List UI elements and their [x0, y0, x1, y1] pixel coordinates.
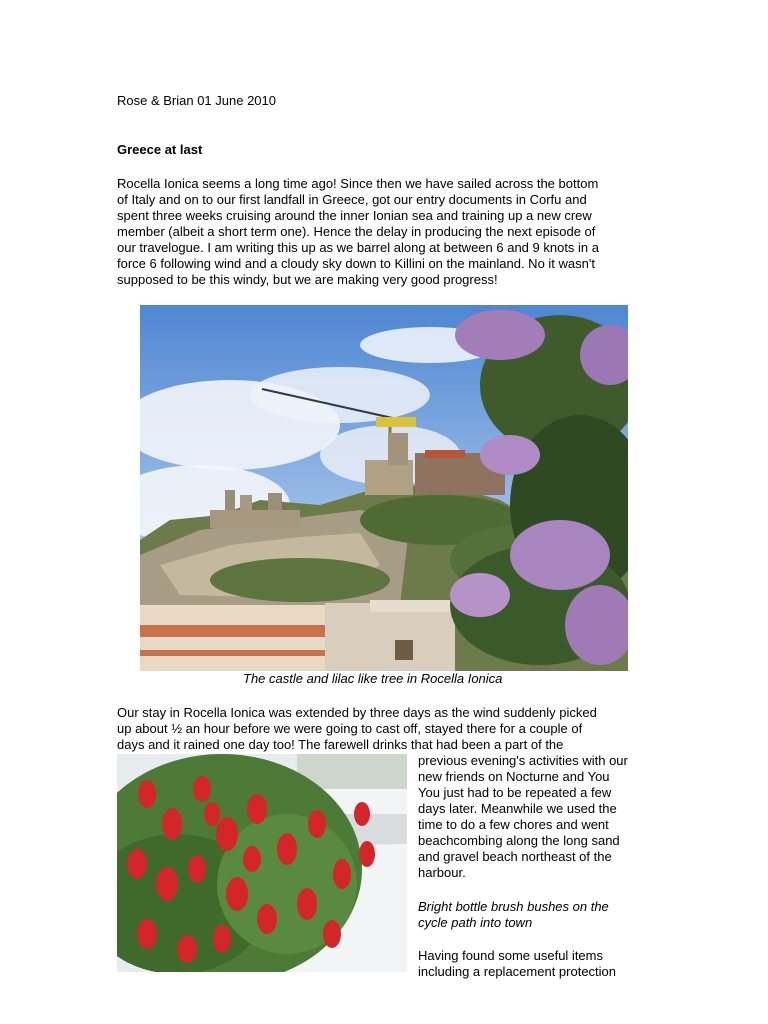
- text-line: of Italy and on to our first landfall in Greece, got our entry documents in Corfu and: [117, 192, 587, 207]
- photo-caption: The castle and lilac like tree in Rocella Ionica: [243, 671, 503, 686]
- text-line: beachcombing along the long sand: [418, 833, 620, 848]
- text-line: Having found some useful items: [418, 948, 603, 963]
- text-line: Our stay in Rocella Ionica was extended by three days as the wind suddenly picked: [117, 705, 597, 720]
- text-line: new friends on Nocturne and You: [418, 769, 610, 784]
- text-line: days later. Meanwhile we used the: [418, 801, 617, 816]
- text-line: time to do a few chores and went: [418, 817, 609, 832]
- text-line: You just had to be repeated a few: [418, 785, 612, 800]
- text-line: previous evening's activities with our: [418, 753, 628, 768]
- text-line: force 6 following wind and a cloudy sky down to Killini on the mainland. No it wasn't: [117, 256, 595, 271]
- text-line: up about ½ an hour before we were going to cast off, stayed there for a couple of: [117, 721, 583, 736]
- text-line: Rocella Ionica seems a long time ago! Since then we have sailed across the bottom: [117, 176, 599, 191]
- text-line: member (albeit a short term one). Hence the delay in producing the next episode of: [117, 224, 596, 239]
- page-title: Greece at last: [117, 142, 203, 157]
- text-line: supposed to be this windy, but we are making very good progress!: [117, 272, 498, 287]
- bottle-brush-photo: [117, 754, 407, 972]
- date-line: Rose & Brian 01 June 2010: [117, 93, 276, 108]
- text-line: spent three weeks cruising around the inner Ionian sea and training up a new crew: [117, 208, 592, 223]
- text-line: harbour.: [418, 865, 466, 880]
- text-line: our travelogue. I am writing this up as we barrel along at between 6 and 9 knots in a: [117, 240, 600, 255]
- text-line: and gravel beach northeast of the: [418, 849, 612, 864]
- castle-photo: [140, 305, 628, 671]
- text-line: including a replacement protection: [418, 964, 617, 979]
- caption-line: Bright bottle brush bushes on the: [418, 899, 609, 914]
- caption-line: cycle path into town: [418, 915, 533, 930]
- text-line: days and it rained one day too! The farewell drinks that had been a part of the: [117, 737, 564, 752]
